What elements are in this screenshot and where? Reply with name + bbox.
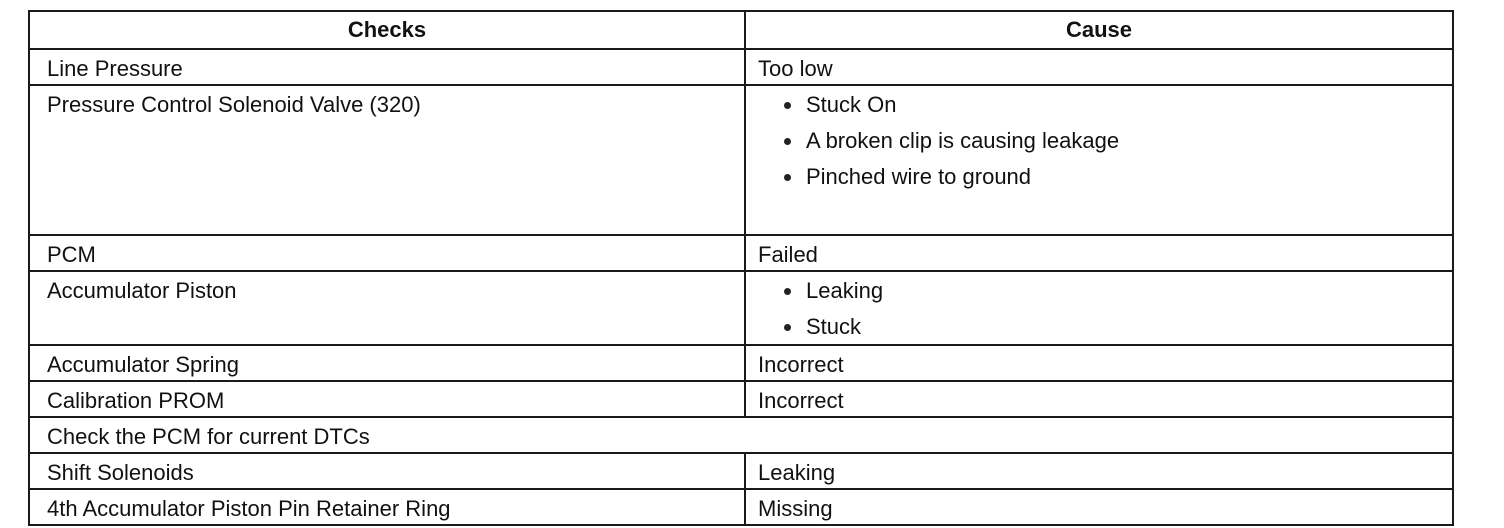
cause-cell: Too low <box>745 49 1453 85</box>
note-row <box>29 417 1453 453</box>
bullet-icon <box>784 288 791 295</box>
bullet-icon <box>784 138 791 145</box>
cause-list <box>758 278 1452 344</box>
cause-list <box>758 92 1452 194</box>
cause-list-item <box>758 314 1452 340</box>
cause-cell: Incorrect <box>745 345 1453 381</box>
check-cell: Shift Solenoids <box>29 453 745 489</box>
cause-cell <box>745 85 1453 235</box>
cause-list-item <box>758 92 1452 118</box>
cause-cell: Failed <box>745 235 1453 271</box>
cause-text: Leaking <box>806 278 884 303</box>
cause-cell: Missing <box>745 489 1453 525</box>
cause-cell: Leaking <box>745 453 1453 489</box>
note-cell: Check the PCM for current DTCs <box>29 417 1453 453</box>
table-row <box>29 489 1453 525</box>
diagnostic-table <box>28 10 1454 526</box>
cause-text: Pinched wire to ground <box>806 164 1032 189</box>
check-cell: 4th Accumulator Piston Pin Retainer Ring <box>29 489 745 525</box>
table-row <box>29 235 1453 271</box>
table-row <box>29 271 1453 345</box>
check-cell: Pressure Control Solenoid Valve (320) <box>29 85 745 235</box>
table-row <box>29 381 1453 417</box>
check-cell: Accumulator Spring <box>29 345 745 381</box>
cause-list-item <box>758 164 1452 190</box>
cause-text: Stuck <box>806 314 862 339</box>
cause-list-item <box>758 128 1452 154</box>
check-cell: Accumulator Piston <box>29 271 745 345</box>
cause-header: Cause <box>745 11 1453 49</box>
table-row <box>29 345 1453 381</box>
bullet-icon <box>784 324 791 331</box>
check-cell: Line Pressure <box>29 49 745 85</box>
check-cell: PCM <box>29 235 745 271</box>
cause-cell: Incorrect <box>745 381 1453 417</box>
cause-cell <box>745 271 1453 345</box>
bullet-icon <box>784 102 791 109</box>
cause-text: A broken clip is causing leakage <box>806 128 1120 153</box>
cause-list-item <box>758 278 1452 304</box>
table-row <box>29 453 1453 489</box>
table-row <box>29 85 1453 235</box>
table-row <box>29 49 1453 85</box>
cause-text: Stuck On <box>806 92 897 117</box>
check-cell: Calibration PROM <box>29 381 745 417</box>
bullet-icon <box>784 174 791 181</box>
checks-header: Checks <box>29 11 745 49</box>
header-row <box>29 11 1453 49</box>
